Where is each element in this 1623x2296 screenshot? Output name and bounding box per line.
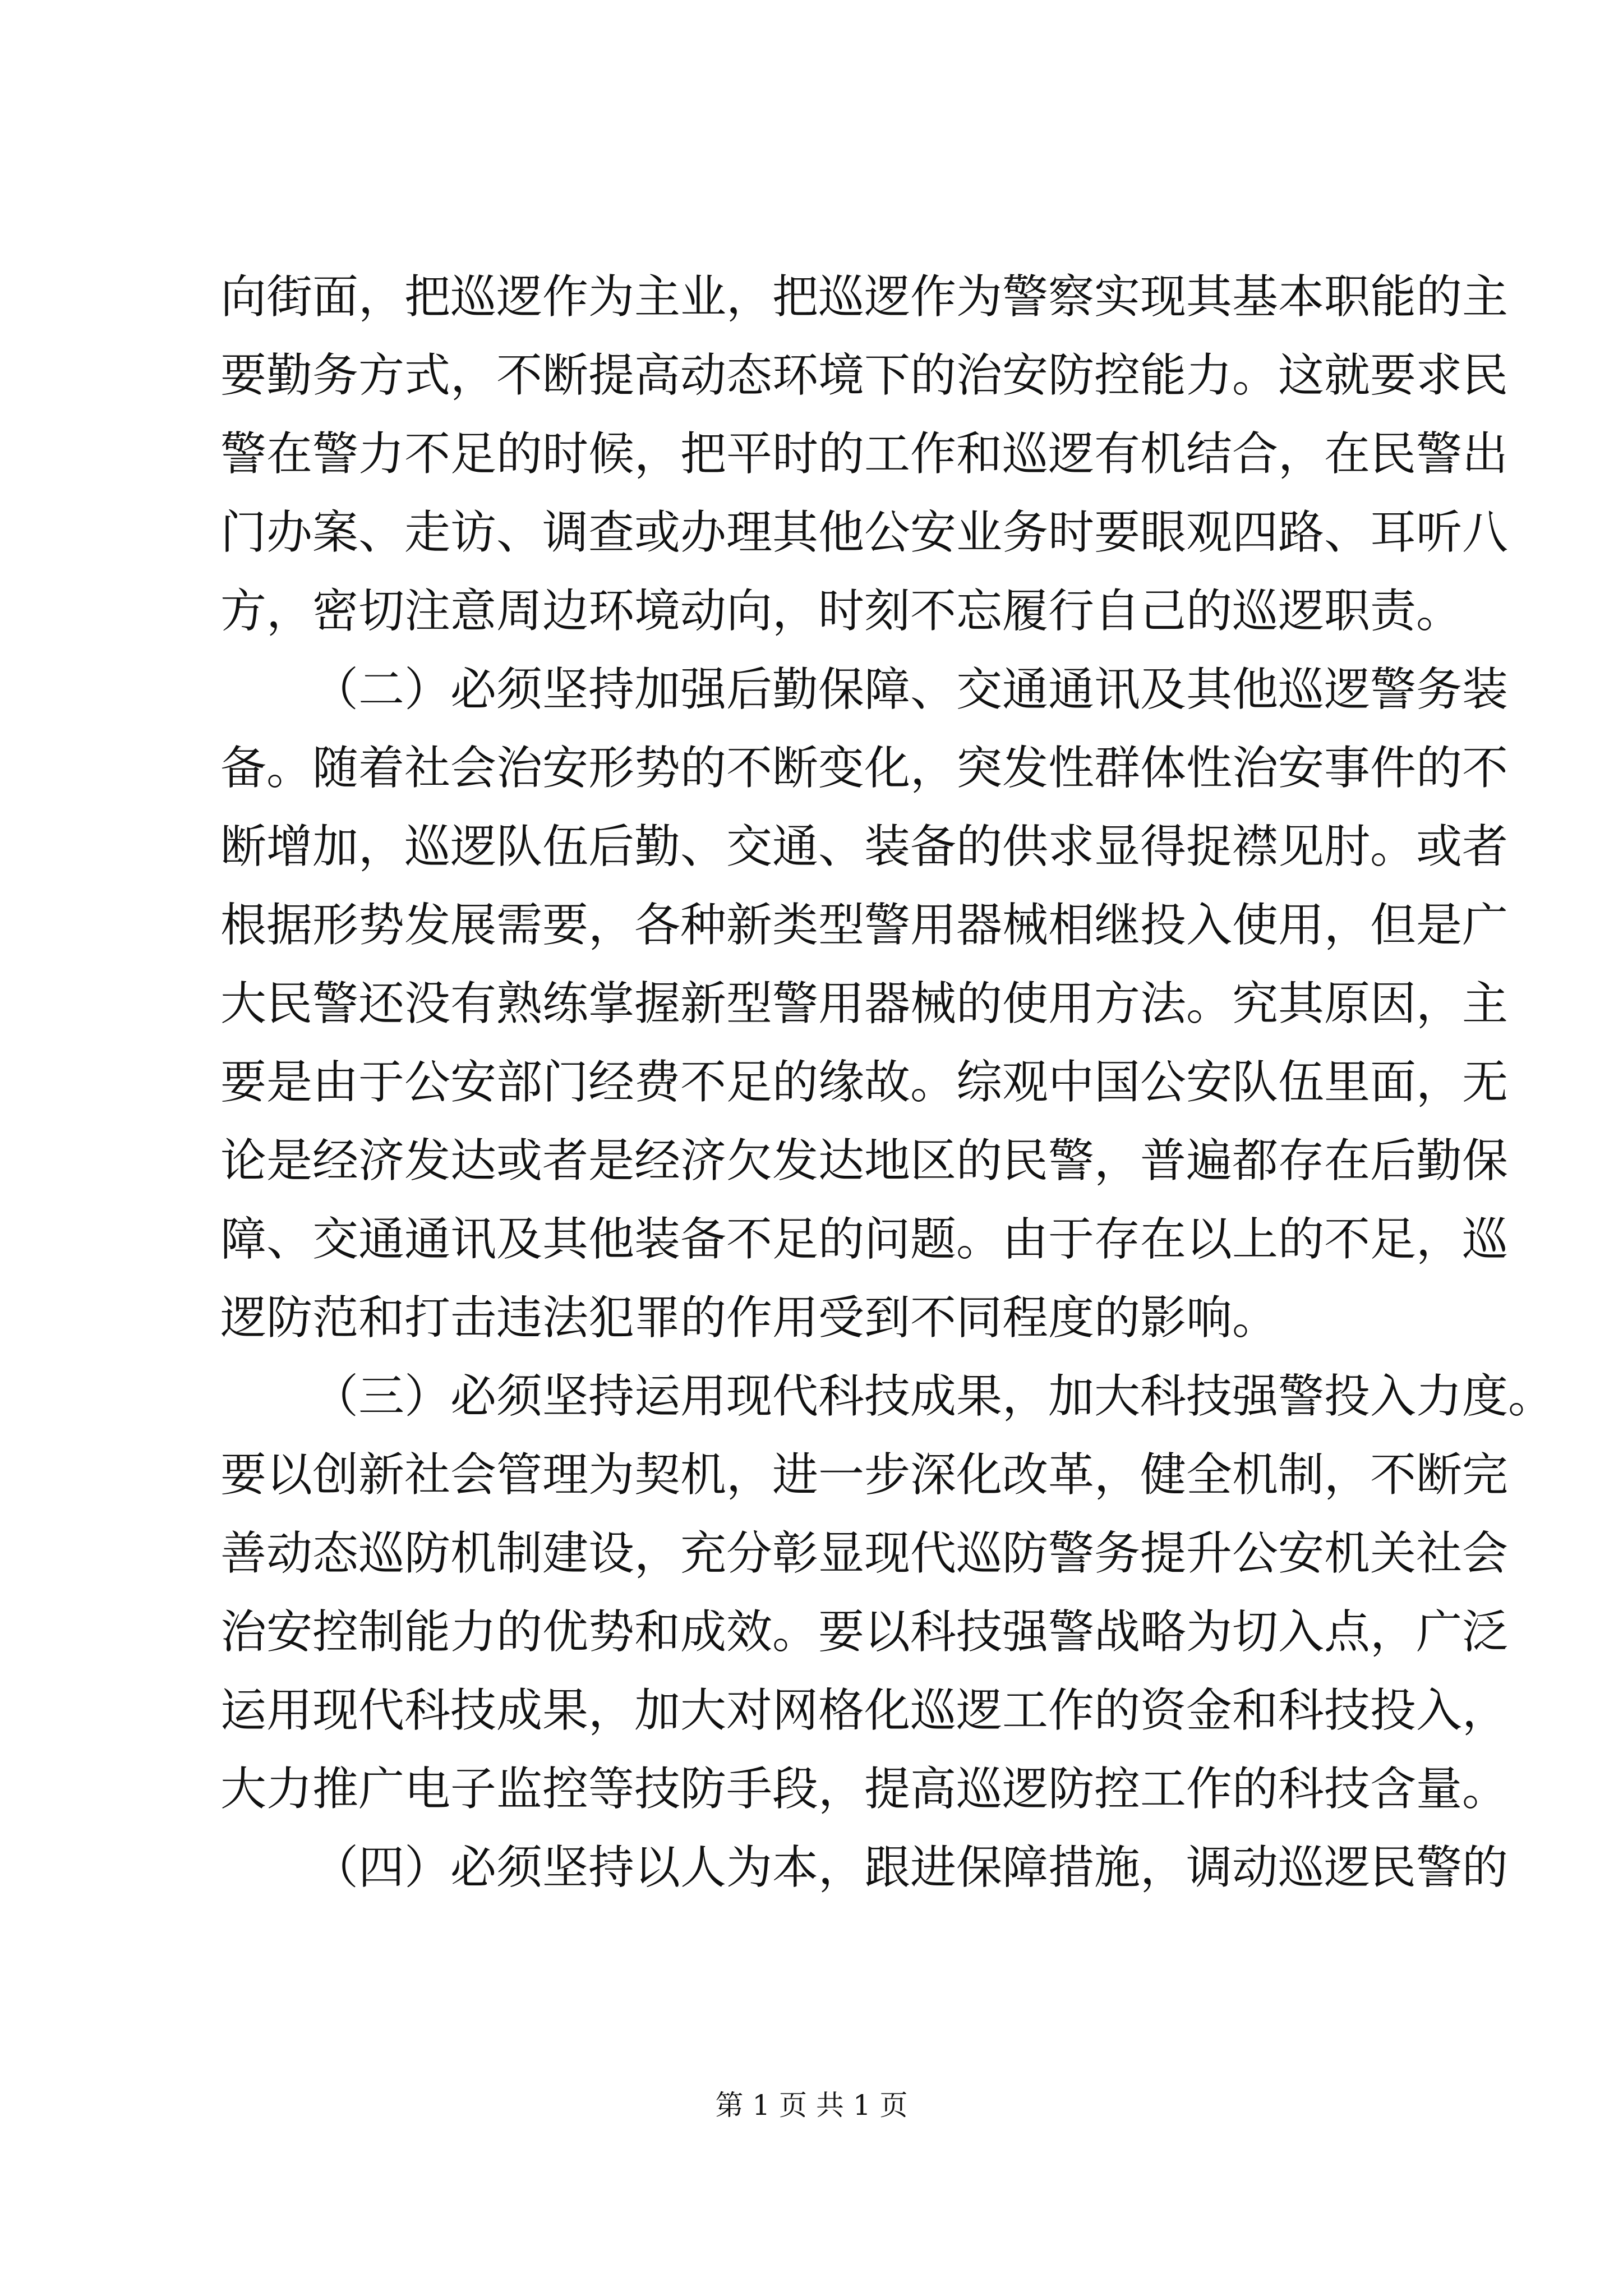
text-line: 治安控制能力的优势和成效。要以科技强警战略为切入点，广泛: [220, 1605, 1509, 1659]
text-line: 障、交通通讯及其他装备不足的问题。由于存在以上的不足，巡: [220, 1213, 1509, 1266]
text-line: 方，密切注意周边环境动向，时刻不忘履行自己的巡逻职责。: [220, 585, 1463, 638]
text-line: 备。随着社会治安形势的不断变化，突发性群体性治安事件的不: [220, 742, 1509, 795]
text-line: 向街面，把巡逻作为主业，把巡逻作为警察实现其基本职能的主: [220, 270, 1509, 324]
text-line: 要勤务方式，不断提高动态环境下的治安防控能力。这就要求民: [220, 349, 1509, 402]
text-line: 要是由于公安部门经费不足的缘故。综观中国公安队伍里面，无: [220, 1056, 1509, 1109]
text-line: 根据形势发展需要，各种新类型警用器械相继投入使用，但是广: [220, 899, 1509, 952]
page-footer: 第 1 页 共 1 页: [715, 2089, 908, 2122]
text-line: 善动态巡防机制建设，充分彰显现代巡防警务提升公安机关社会: [220, 1527, 1509, 1580]
text-line: 断增加，巡逻队伍后勤、交通、装备的供求显得捉襟见肘。或者: [220, 820, 1509, 873]
text-line: 门办案、走访、调查或办理其他公安业务时要眼观四路、耳听八: [220, 506, 1509, 559]
text-line: 要以创新社会管理为契机，进一步深化改革，健全机制，不断完: [220, 1448, 1509, 1502]
text-line: 警在警力不足的时候，把平时的工作和巡逻有机结合，在民警出: [220, 427, 1509, 481]
text-line: 逻防范和打击违法犯罪的作用受到不同程度的影响。: [220, 1291, 1279, 1345]
paragraph-start-line: （三）必须坚持运用现代科技成果，加大科技强警投入力度。: [312, 1370, 1555, 1423]
paragraph-start-line: （二）必须坚持加强后勤保障、交通通讯及其他巡逻警务装: [312, 663, 1509, 716]
text-line: 论是经济发达或者是经济欠发达地区的民警，普遍都存在后勤保: [220, 1134, 1509, 1188]
paragraph-start-line: （四）必须坚持以人为本，跟进保障措施，调动巡逻民警的: [312, 1841, 1509, 1894]
text-line: 运用现代科技成果，加大对网格化巡逻工作的资金和科技投入，: [220, 1684, 1509, 1737]
text-line: 大力推广电子监控等技防手段，提高巡逻防控工作的科技含量。: [220, 1763, 1509, 1816]
text-line: 大民警还没有熟练掌握新型警用器械的使用方法。究其原因，主: [220, 977, 1509, 1030]
